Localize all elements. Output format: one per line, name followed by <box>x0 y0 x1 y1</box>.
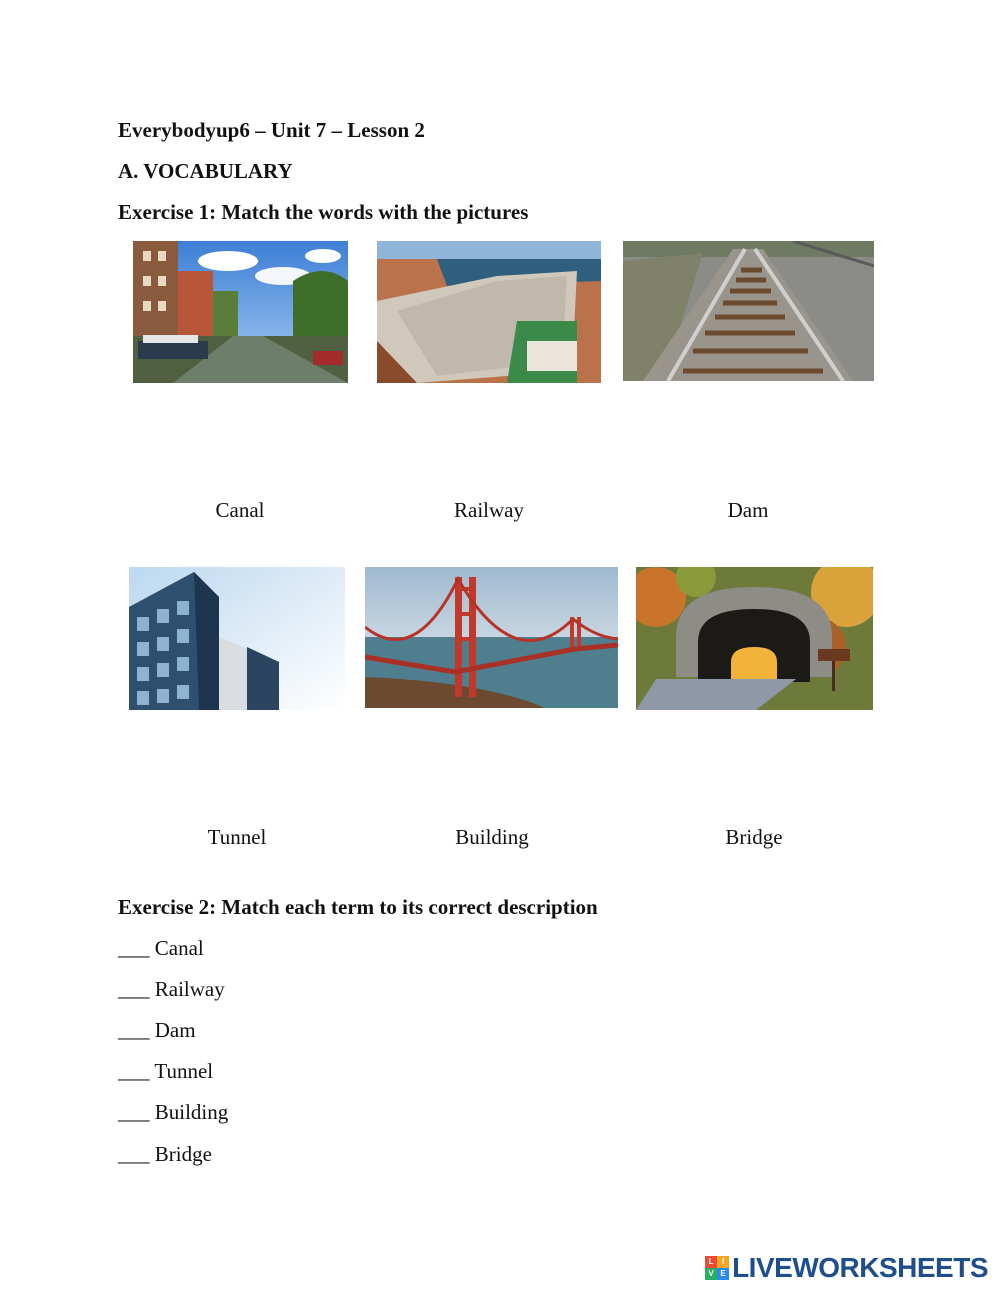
logo-mark-letter: V <box>705 1268 717 1280</box>
answer-row-bridge <box>118 1142 212 1167</box>
term-label: Dam <box>154 1018 196 1042</box>
page-title: Everybodyup6 – Unit 7 – Lesson 2 <box>118 118 425 142</box>
answer-blank[interactable]: ___ <box>118 936 150 960</box>
canal-picture[interactable] <box>133 241 348 383</box>
answer-blank[interactable]: ___ <box>118 1018 150 1042</box>
answer-row-dam <box>118 1018 196 1043</box>
term-label: Tunnel <box>154 1059 214 1083</box>
word-label-tunnel[interactable]: Tunnel <box>207 825 267 849</box>
answer-blank[interactable]: ___ <box>118 1100 150 1124</box>
bridge-picture[interactable] <box>365 567 618 708</box>
railway-picture[interactable] <box>623 241 874 381</box>
tunnel-picture[interactable] <box>636 567 873 710</box>
term-label: Railway <box>154 977 225 1001</box>
exercise1-title: Exercise 1: Match the words with the pictures <box>118 200 529 224</box>
exercise2-title: Exercise 2: Match each term to its correct description <box>118 895 598 919</box>
word-label-bridge[interactable]: Bridge <box>725 825 783 849</box>
answer-blank[interactable]: ___ <box>118 1059 150 1083</box>
answer-row-canal <box>118 936 204 961</box>
logo-mark-letter: I <box>717 1256 729 1268</box>
word-label-canal[interactable]: Canal <box>215 498 265 522</box>
term-label: Canal <box>154 936 204 960</box>
logo-text: LIVEWORKSHEETS <box>732 1252 988 1283</box>
answer-blank[interactable]: ___ <box>118 977 150 1001</box>
answer-row-railway <box>118 977 225 1002</box>
answer-blank[interactable]: ___ <box>118 1142 150 1166</box>
word-label-railway[interactable]: Railway <box>454 498 524 522</box>
term-label: Building <box>154 1100 229 1124</box>
term-label: Bridge <box>154 1142 212 1166</box>
word-label-dam[interactable]: Dam <box>727 498 769 522</box>
logo-mark-icon <box>705 1256 729 1280</box>
logo-mark-letter: E <box>717 1268 729 1280</box>
building-picture[interactable] <box>129 567 345 710</box>
liveworksheets-logo <box>705 1252 988 1284</box>
word-label-building[interactable]: Building <box>455 825 529 849</box>
section-heading: A. VOCABULARY <box>118 159 293 183</box>
logo-mark-letter: L <box>705 1256 717 1268</box>
answer-row-tunnel <box>118 1059 213 1084</box>
dam-picture[interactable] <box>377 241 601 383</box>
answer-row-building <box>118 1100 228 1125</box>
